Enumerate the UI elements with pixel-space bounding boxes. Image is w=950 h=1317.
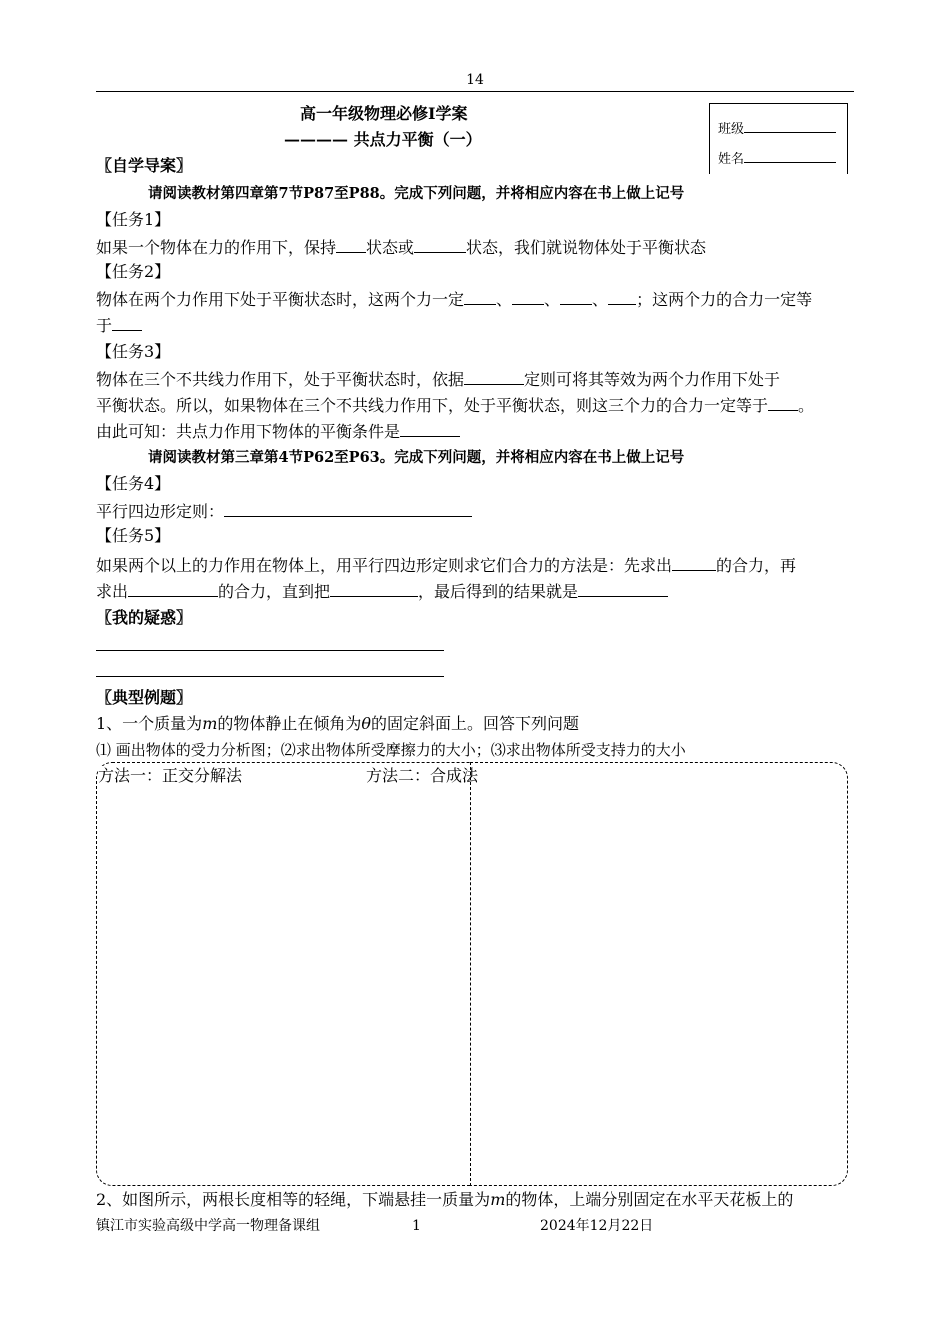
task3-text-3: 由此可知：共点力作用下物体的平衡条件是 <box>96 420 460 442</box>
task2-blank-5[interactable] <box>112 314 142 331</box>
task4-title: 【任务4】 <box>96 474 171 493</box>
method-2-label: 方法二：合成法 <box>366 766 479 785</box>
header-rule <box>96 91 854 92</box>
task2-text-2: 于 <box>96 314 142 336</box>
task3-text-1: 物体在三个不共线力作用下，处于平衡状态时，依据 定则可将其等效为两个力作用下处于 <box>96 370 781 389</box>
task3-text-2: 平衡状态。所以，如果物体在三个不共线力作用下，处于平衡状态，则这三个力的合力一定等于 。 <box>96 396 815 415</box>
task1-text: 如果一个物体在力的作用下，保持 状态或 状态，我们就说物体处于平衡状态 <box>96 238 707 257</box>
task5-blank-3[interactable] <box>330 580 418 597</box>
footer-page: 1 <box>412 1218 421 1234</box>
class-label: 班级 <box>718 122 745 137</box>
question-2-text: 2、如图所示，两根长度相等的轻绳，下端悬挂一质量为m的物体，上端分别固定在水平天花板上的 <box>96 1190 794 1209</box>
task1-blank-2[interactable] <box>414 236 466 253</box>
footer-date: 2024年12月22日 <box>540 1218 654 1234</box>
method-1-label: 方法一：正交分解法 <box>98 766 243 785</box>
task5-text-2: 求出 的合力，直到把 ，最后得到的结果就是 <box>96 580 668 602</box>
examples-heading: 〖典型例题〗 <box>96 688 193 707</box>
name-field[interactable] <box>718 148 836 167</box>
doubt-line-2[interactable] <box>96 676 444 677</box>
task2-blank-1[interactable] <box>464 288 496 305</box>
task1-blank-1[interactable] <box>336 236 366 253</box>
instruction-2: 请阅读教材第三章第4节P62至P63。完成下列问题，并将相应内容在书上做上记号 <box>148 449 685 466</box>
task2-blank-2[interactable] <box>512 288 544 305</box>
doubt-line-1[interactable] <box>96 650 444 651</box>
task5-blank-1[interactable] <box>672 554 716 571</box>
student-info-box <box>709 103 848 174</box>
task4-text: 平行四边形定则： <box>96 500 472 522</box>
name-label: 姓名 <box>718 152 745 167</box>
page-title: 高一年级物理必修Ⅰ学案 <box>300 104 468 123</box>
task2-title: 【任务2】 <box>96 262 171 281</box>
page-subtitle: ———— 共点力平衡（一） <box>284 130 482 149</box>
task3-blank-2[interactable] <box>768 394 798 411</box>
task3-title: 【任务3】 <box>96 342 171 361</box>
task2-blank-4[interactable] <box>608 288 636 305</box>
task2-blank-3[interactable] <box>560 288 592 305</box>
task1-title: 【任务1】 <box>96 210 171 229</box>
class-field[interactable] <box>718 118 836 137</box>
task5-blank-4[interactable] <box>578 580 668 597</box>
answer-box-method-2[interactable] <box>470 762 848 1186</box>
task4-blank[interactable] <box>224 500 472 517</box>
task5-title: 【任务5】 <box>96 526 171 545</box>
page-number: 14 <box>466 72 484 88</box>
task3-blank-1[interactable] <box>464 368 524 385</box>
doubts-heading: 〖我的疑惑〗 <box>96 608 193 627</box>
task2-text-1: 物体在两个力作用下处于平衡状态时，这两个力一定 、 、 、 ；这两个力的合力一定等 <box>96 290 813 309</box>
name-blank[interactable] <box>744 149 836 163</box>
footer-school: 镇江市实验高级中学高一物理备课组 <box>96 1218 320 1234</box>
question-1-parts: ⑴ 画出物体的受力分析图；⑵求出物体所受摩擦力的大小；⑶求出物体所受支持力的大小 <box>96 741 686 759</box>
self-study-heading: 〖自学导案〗 <box>96 156 193 175</box>
task3-blank-3[interactable] <box>400 420 460 437</box>
question-1-text: 1、一个质量为m的物体静止在倾角为θ的固定斜面上。回答下列问题 <box>96 714 580 733</box>
class-blank[interactable] <box>744 119 836 133</box>
task5-blank-2[interactable] <box>128 580 218 597</box>
task5-text-1: 如果两个以上的力作用在物体上，用平行四边形定则求它们合力的方法是：先求出 的合力，再 <box>96 556 797 575</box>
answer-box-method-1[interactable] <box>96 762 471 1186</box>
instruction-1: 请阅读教材第四章第7节P87至P88。完成下列问题，并将相应内容在书上做上记号 <box>148 185 685 202</box>
